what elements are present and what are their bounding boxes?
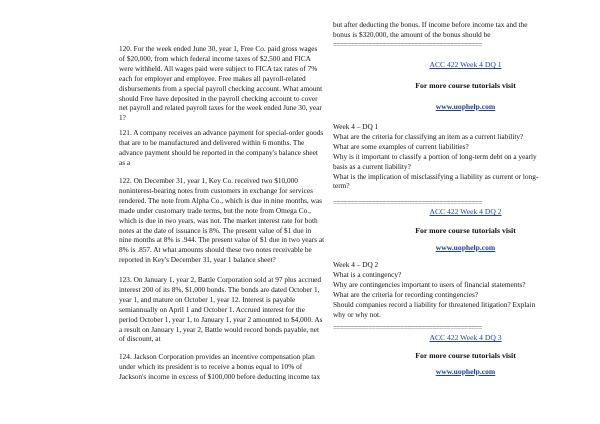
text-line: 120. For the week ended June 30, year 1, Free Co. paid gross wages	[119, 44, 318, 53]
text-line: made under customary trade terms, but the note from Omega Co.,	[119, 205, 311, 215]
divider: ==========================================	[333, 324, 483, 332]
text-line: noninterest-bearing notes from customers in exchange for services	[119, 185, 313, 195]
dq1-title-link[interactable]: ACC 422 Week 4 DQ 1	[429, 60, 502, 69]
text-line: rendered. The note from Alpha Co., which is due in nine months, was	[119, 195, 322, 205]
website-link[interactable]: www.uophelp.com	[435, 243, 496, 252]
text-line: 122. On December 31, year 1, Key Co. received two $10,000	[119, 176, 298, 185]
text-line: Should companies record a liability for threatened litigation? Explain	[333, 299, 536, 309]
text-line: which is due in two years, was not. The market interest rate for both	[119, 215, 318, 225]
text-line: notes at the date of issuance is 8%. The present value of $1 due in	[119, 225, 312, 235]
text-line: year 1, and mature on October 1, year 12. Interest is payable	[119, 294, 296, 304]
website-link[interactable]: www.uophelp.com	[435, 102, 496, 111]
text-line: bonus is $320,000, the amount of the bonus should be	[333, 29, 491, 39]
text-line: advance payment should be reported in the company's balance sheet	[119, 147, 318, 157]
text-line: why or why not.	[333, 309, 381, 319]
question-121	[119, 128, 323, 168]
divider: ==========================================	[333, 199, 483, 207]
text-line: 1?	[119, 113, 126, 123]
text-line: What are the criteria for classifying an item as a current liability?	[333, 131, 524, 141]
divider: ==========================================	[333, 41, 483, 49]
text-line: disbursements from a special payroll checking account. What amount	[119, 83, 323, 93]
text-line: reported in Key's December 31, year 1 balance sheet?	[119, 255, 276, 265]
text-line: What is the implication of misclassifying a liability as current or long-	[333, 171, 539, 181]
visit-text: For more course tutorials visit	[415, 81, 516, 90]
text-line: but after deducting the bonus. If income before income tax and the	[333, 20, 528, 29]
text-line: interest 200 of its 8%, $1,000 bonds. The bonds are dated October 1,	[119, 284, 320, 294]
text-line: should Free have deposited in the payroll checking account to cover	[119, 93, 318, 103]
dq1-body	[333, 122, 538, 191]
text-line: were withheld. All wages paid were subject to FICA tax rates of 7%	[119, 63, 318, 73]
text-line: a result on January 1, year 2, Battle would record bonds payable, net	[119, 324, 319, 334]
dq2-body	[333, 260, 535, 319]
visit-text: For more course tutorials visit	[415, 226, 516, 235]
question-123	[119, 275, 322, 344]
dq2-title-link[interactable]: ACC 422 Week 4 DQ 2	[429, 207, 502, 216]
text-line: of discount, at	[119, 334, 161, 344]
text-line: that are to be manufactured and delivered within 6 months. The	[119, 137, 305, 147]
dq3-title-link[interactable]: ACC 422 Week 4 DQ 3	[429, 333, 502, 342]
text-line: 124. Jackson Corporation provides an incentive compensation plan	[119, 352, 315, 361]
text-line: basis as a current liability?	[333, 161, 411, 171]
right-page	[300, 0, 600, 424]
text-line: semiannually on April 1 and October 1. Accrued interest for the	[119, 304, 305, 314]
text-line: net payroll and related payroll taxes for the week ended June 30, year	[119, 103, 322, 113]
question-124	[119, 352, 320, 382]
text-line: under which its president is to receive a bonus equal to 10% of	[119, 361, 303, 371]
text-line: What is a contingency?	[333, 269, 402, 279]
question-122	[119, 176, 324, 265]
text-line: each for employer and employee. Free makes all payroll-related	[119, 73, 306, 83]
text-line: Why is it important to classify a portion of long-term debt on a yearly	[333, 151, 537, 161]
text-line: Why are contingencies important to users of financial statements?	[333, 279, 526, 289]
website-link[interactable]: www.uophelp.com	[435, 367, 496, 376]
text-line: What are some examples of current liabilities?	[333, 141, 469, 151]
text-line: 8% is .857. At what amounts should these two notes receivable be	[119, 245, 312, 255]
question-124-continuation	[333, 20, 528, 40]
text-line: What are the criteria for recording contingencies?	[333, 289, 479, 299]
question-120	[119, 44, 322, 123]
text-line: of $20,000, from which federal income taxes of $2,500 and FICA	[119, 53, 311, 63]
text-line: nine months at 8% is .944. The present value of $1 due in two years at	[119, 235, 325, 245]
text-line: Week 4 – DQ 2	[333, 260, 379, 269]
text-line: 121. A company receives an advance payment for special-order goods	[119, 128, 324, 137]
text-line: Jackson's income in excess of $100,000 before deducting income tax	[119, 371, 321, 381]
text-line: 123. On January 1, year 2, Battle Corporation sold at 97 plus accrued	[119, 275, 322, 284]
visit-text: For more course tutorials visit	[415, 351, 516, 360]
text-line: Week 4 – DQ 1	[333, 122, 379, 131]
text-line: term?	[333, 181, 350, 191]
text-line: as a	[119, 157, 131, 167]
text-line: period October 1, year 1, to January 1, year 2 amounted to $4,000. As	[119, 314, 323, 324]
